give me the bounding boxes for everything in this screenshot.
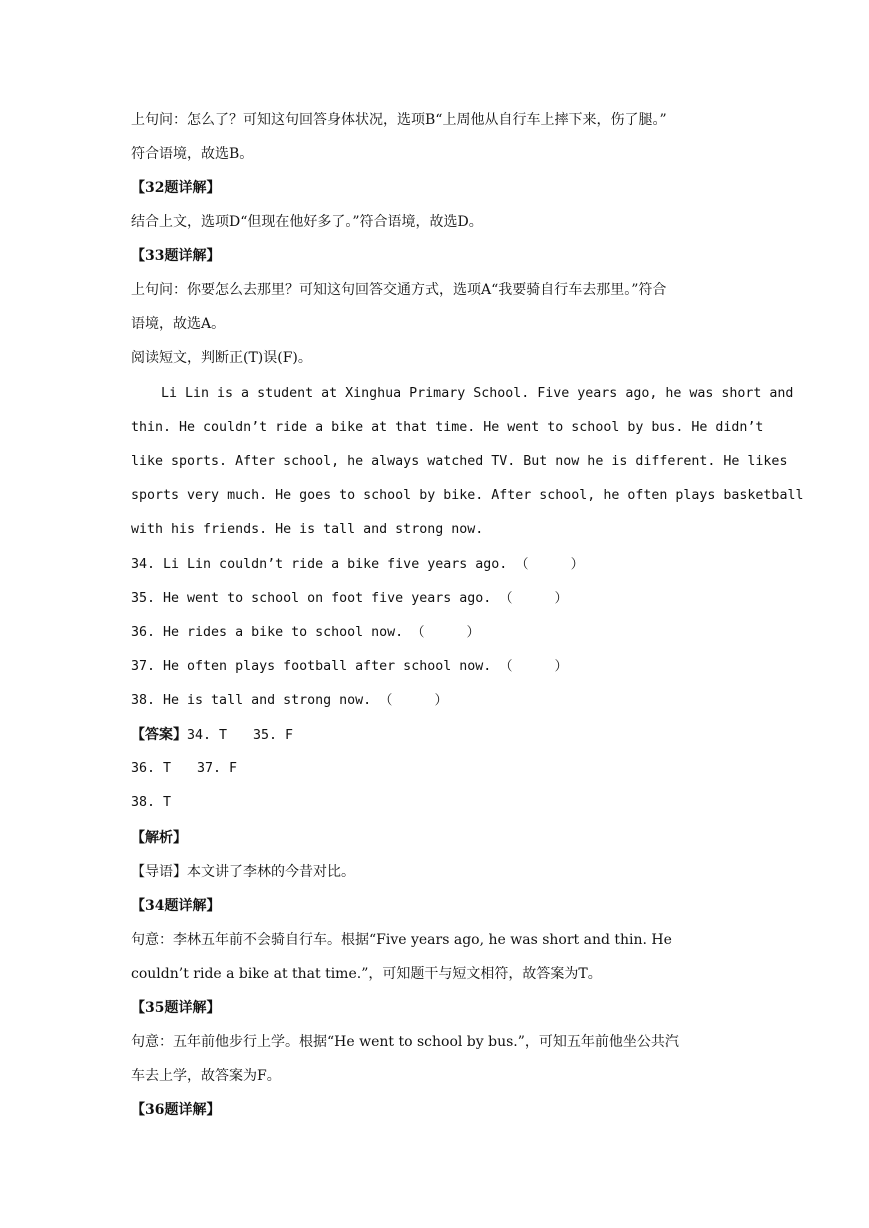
- answer-label: 【答案】: [131, 727, 187, 743]
- passage-line-5: with his friends. He is tall and strong now.: [131, 522, 484, 537]
- question-34: [131, 555, 751, 575]
- answer-38: 38. T: [131, 795, 172, 810]
- explanation-34-line-2: couldn’t ride a bike at that time.”，可知题干与短文相符，故答案为T。: [131, 966, 602, 982]
- heading-q36-detail: 【36题详解】: [131, 1102, 221, 1118]
- question-35-close-paren: ）: [554, 591, 568, 606]
- answer-37: 37. F: [197, 761, 238, 776]
- question-34-text: 34. Li Lin couldn’t ride a bike five years ago. （: [131, 557, 529, 572]
- question-38: [131, 691, 751, 711]
- question-34-close-paren: ）: [570, 557, 584, 572]
- explanation-35-line-1: 句意：五年前他步行上学。根据“He went to school by bus.”，可知五年前他坐公共汽: [131, 1034, 679, 1050]
- introduction: 【导语】本文讲了李林的今昔对比。: [131, 864, 355, 880]
- answer-line-1: [131, 725, 751, 746]
- heading-q32-detail: 【32题详解】: [131, 180, 221, 196]
- heading-q35-detail: 【35题详解】: [131, 1000, 221, 1016]
- section-instruction: 阅读短文，判断正(T)误(F)。: [131, 350, 312, 366]
- question-37-text: 37. He often plays football after school now. （: [131, 659, 513, 674]
- passage-line-4: sports very much. He goes to school by bike. After school, he often plays basketball: [131, 488, 804, 503]
- answer-36: 36. T: [131, 761, 172, 776]
- answer-34: 34. T: [187, 728, 228, 743]
- heading-q34-detail: 【34题详解】: [131, 898, 221, 914]
- passage-line-3: like sports. After school, he always watched TV. But now he is different. He likes: [131, 454, 788, 469]
- heading-q33-detail: 【33题详解】: [131, 248, 221, 264]
- question-36-text: 36. He rides a bike to school now. （: [131, 625, 425, 640]
- explanation-33-line-1: 上句问：你要怎么去那里？可知这句回答交通方式，选项A“我要骑自行车去那里。”符合: [131, 282, 667, 298]
- question-37: [131, 657, 751, 677]
- question-36-close-paren: ）: [466, 625, 480, 640]
- question-38-close-paren: ）: [434, 693, 448, 708]
- answer-line-2: [131, 759, 751, 779]
- passage-line-2: thin. He couldn’t ride a bike at that time. He went to school by bus. He didn’t: [131, 420, 764, 435]
- question-35-text: 35. He went to school on foot five years ago. （: [131, 591, 513, 606]
- passage-line-1: Li Lin is a student at Xinghua Primary School. Five years ago, he was short and: [161, 386, 794, 401]
- explanation-35-line-2: 车去上学，故答案为F。: [131, 1068, 281, 1084]
- question-37-close-paren: ）: [554, 659, 568, 674]
- explanation-33-line-2: 语境，故选A。: [131, 316, 226, 332]
- explanation-31-line-1: 上句问：怎么了？可知这句回答身体状况，选项B“上周他从自行车上摔下来，伤了腿。”: [131, 112, 667, 128]
- explanation-34-line-1: 句意：李林五年前不会骑自行车。根据“Five years ago, he was short and thin. He: [131, 932, 672, 948]
- answer-35: 35. F: [253, 728, 294, 743]
- question-35: [131, 589, 751, 609]
- explanation-32: 结合上文，选项D“但现在他好多了。”符合语境，故选D。: [131, 214, 483, 230]
- question-36: [131, 623, 751, 643]
- heading-analysis: 【解析】: [131, 830, 187, 846]
- explanation-31-line-2: 符合语境，故选B。: [131, 146, 254, 162]
- question-38-text: 38. He is tall and strong now. （: [131, 693, 393, 708]
